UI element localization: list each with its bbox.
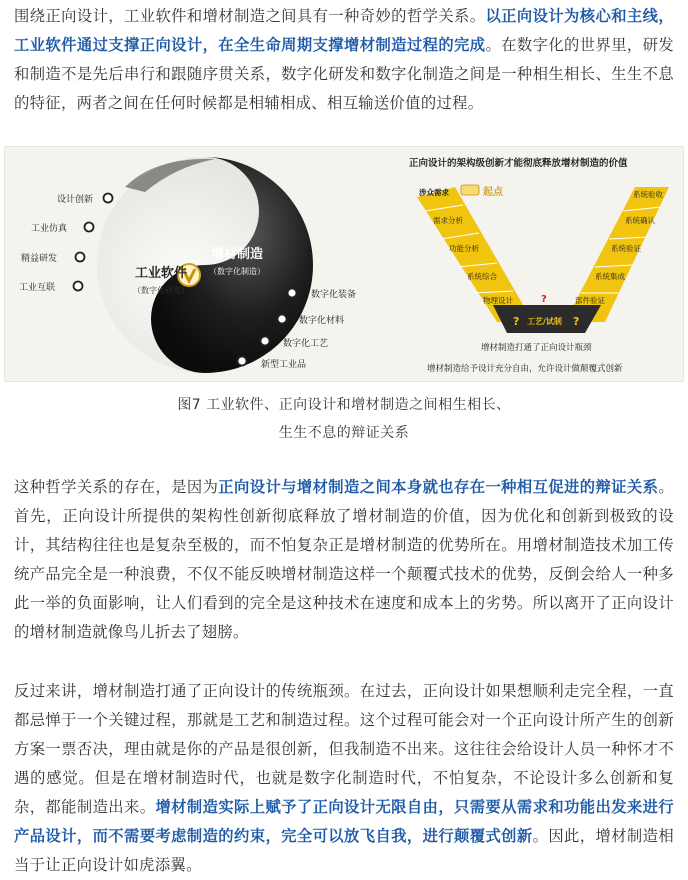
start-flag-icon [461,185,479,195]
taiji-left-item-3: 工业互联 [19,283,56,293]
body-text: 。在数字化的世界里，研发和制造不是先后串行和跟随序贯关系，数字化研发和数字化制造之间是一种相生相长、生生不息的特征，两者之间在任何时候都是相辅相成、相互输送价值的过程。 [14,36,674,112]
figure-diagram [4,146,684,382]
v-left-step-3: 物理设计 [483,296,513,305]
v-right-step-0: 系统验收 [633,190,663,199]
v-right-step-2: 系统验证 [611,244,641,253]
figure-svg [5,147,683,381]
v-note-1: 增材制造打通了正向设计瓶颈 [481,343,592,353]
taiji-right-item-3: 新型工业品 [261,360,307,370]
paragraph-dialectic [14,473,674,647]
v-left-arm [417,187,533,322]
figure-caption-line2: 生生不息的辩证关系 [278,425,410,441]
v-bottom-label: 工艺/试制 [527,317,562,326]
dot-icon [261,337,270,346]
taiji-right-item-1: 数字化材料 [299,316,345,326]
v-note-2: 增材制造给予设计充分自由，允许设计做颠覆式创新 [427,364,623,374]
body-text: 这种哲学关系的存在，是因为 [14,478,219,496]
v-question-left: ? [513,315,520,328]
dot-icon [238,357,247,366]
dot-icon [278,315,287,324]
dot-icon [76,253,85,262]
v-top-left: 涉众需求 [419,188,449,197]
v-left-step-2: 系统综合 [467,272,497,281]
v-right-step-1: 系统确认 [625,216,655,225]
highlight-text: 增材制造实际上赋予了正向设计无限自由，只需要从需求和功能出发来进行产品设计，而不需要考虑制造的约束，完全可以放飞自我，进行颠覆式创新 [14,798,674,845]
v-left-step-0: 需求分析 [433,216,463,225]
taiji-left-title: 工业软件 [135,266,188,281]
v-start-label: 起点 [483,187,503,198]
taiji-left-item-2: 精益研发 [21,254,58,264]
dot-icon [74,282,83,291]
taiji-right-item-2: 数字化工艺 [283,339,329,349]
highlight-text: 以正向设计为核心和主线，工业软件通过支撑正向设计，在全生命周期支撑增材制造过程的完成 [14,7,674,54]
paragraph-conclusion [14,677,674,880]
figure-caption-line1: 图7 工业软件、正向设计和增材制造之间相生相长、 [177,397,511,413]
highlight-text: 正向设计与增材制造之间本身就也存在一种相互促进的辩证关系 [218,478,659,496]
taiji-left-item-0: 设计创新 [57,195,94,205]
v-right-step-3: 系统集成 [595,272,625,281]
paragraph-intro [14,2,674,118]
body-text: 。因此，增材制造相当于让正向设计如虎添翼。 [14,827,674,874]
body-text: 围绕正向设计，工业软件和增材制造之间具有一种奇妙的哲学关系。 [14,7,486,25]
body-text: 。首先，正向设计所提供的架构性创新彻底释放了增材制造的价值，因为优化和创新到极致的设计，其结构往往也是复杂至极的，而不怕复杂正是增材制造的优势所在。用增材制造技术加工传统产品完全是一种浪费，不仅不能反映增材制造这样一个颠覆式技术的优势，反倒会给人一种多此一举的负面影响，让人们看到的完全是这种技术在速度和成本上的劣势。所以离开了正向设计的增材制造就像鸟儿折去了翅膀。 [14,478,674,641]
taiji-right-item-0: 数字化装备 [311,290,357,300]
v-title: 正向设计的架构级创新才能彻底释放增材制造的价值 [409,158,628,169]
dot-icon [85,223,94,232]
taiji-right-sub: （数字化制造） [209,267,265,276]
v-right-step-4: 部件验证 [575,296,605,305]
taiji-diagram [19,157,356,373]
body-text: 反过来讲，增材制造打通了正向设计的传统瓶颈。在过去，正向设计如果想顺利走完全程，一直都忌惮于一个关键过程，那就是工艺和制造过程。这个过程可能会对一个正向设计所产生的创新方案一票否决，理由就是你的产品是很创新，但我制造不出来。这往往会给设计人员一种怀才不遇的感觉。但是在增材制造时代，也就是数字化制造时代，不怕复杂，不论设计多么创新和复杂，都能制造出来。 [14,682,674,816]
v-model-diagram [409,157,669,374]
v-question-red: ? [541,294,547,305]
dot-icon [288,289,297,298]
taiji-left-item-1: 工业仿真 [31,224,68,234]
v-question-right: ? [573,315,580,328]
taiji-left-sub: （数字化研发） [133,286,189,295]
taiji-right-title: 增材制造 [211,247,264,262]
dot-icon [104,194,113,203]
v-left-step-1: 功能分析 [449,244,479,253]
